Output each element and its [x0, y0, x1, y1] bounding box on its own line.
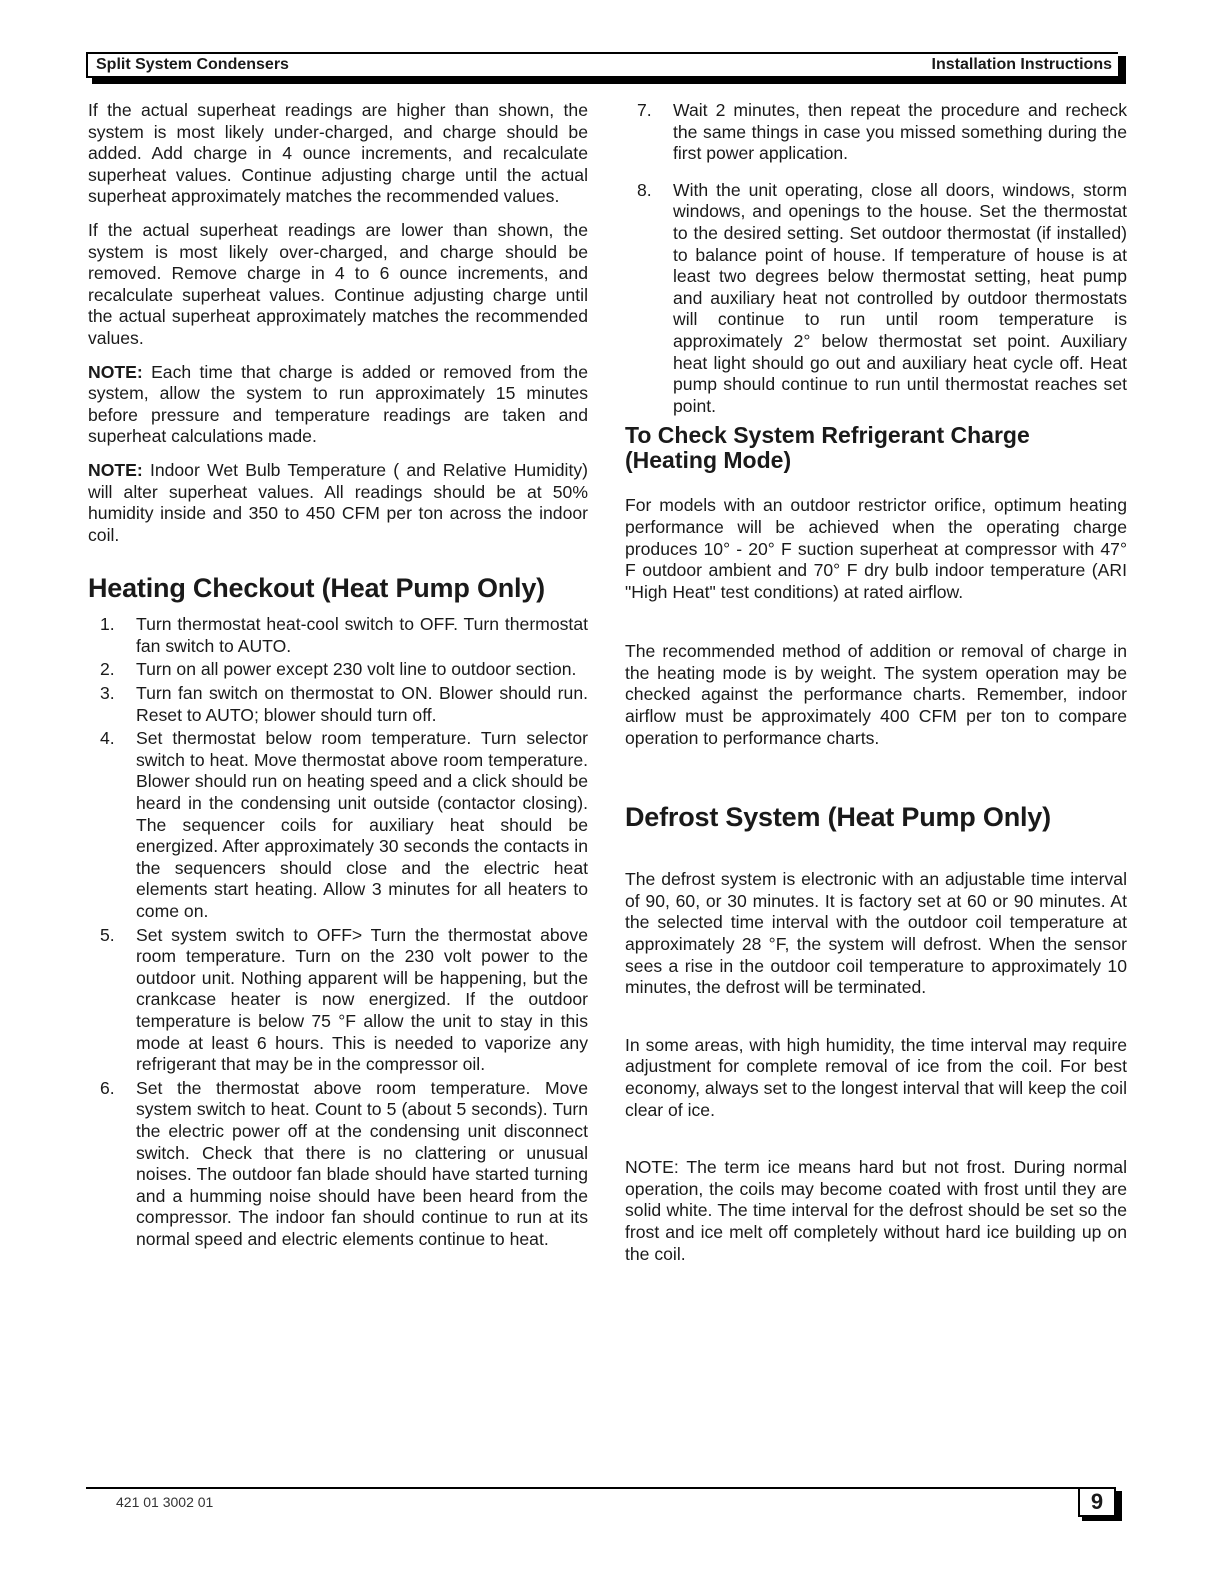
note-wet-bulb — [88, 460, 588, 546]
list-item — [625, 100, 1127, 165]
right-column — [625, 100, 1127, 1277]
list-item — [88, 659, 588, 681]
left-column — [88, 100, 588, 1253]
step-number: 2. — [100, 659, 115, 680]
list-item — [88, 925, 588, 1076]
header-shadow — [92, 78, 1126, 84]
note-charge-wait — [88, 362, 588, 448]
running-header — [86, 52, 1118, 78]
paragraph-defrost-interval: The defrost system is electronic with an adjustable time interval of 90, 60, or 30 minutes. It is factory set at 60 or 90 minutes. At the selected time interval with the outdoor coil temperature at approximately 28 °F, the system will defrost. When the sensor sees a rise in the outdoor coil temperature to approximately 10 minutes, the defrost will be terminated. — [625, 869, 1127, 998]
list-item — [88, 1078, 588, 1251]
note-ice-definition: NOTE: The term ice means hard but not frost. During normal operation, the coils may become coated with frost until they are solid white. The time interval for the defrost should be set so the frost and ice melt off completely without hard ice building up on the coil. — [625, 1157, 1127, 1264]
step-number: 8. — [637, 179, 652, 200]
step-number: 6. — [100, 1077, 115, 1098]
note-text: Each time that charge is added or removed from the system, allow the system to run approximately 15 minutes before pressure and temperature readings are taken and superheat calculations made. — [88, 361, 588, 447]
list-item — [88, 683, 588, 726]
step-number: 4. — [100, 728, 115, 749]
heading-heating-checkout: Heating Checkout (Heat Pump Only) — [88, 573, 545, 604]
heading-check-refrigerant-charge: To Check System Refrigerant Charge (Heating Mode) — [625, 422, 1030, 474]
step-number: 5. — [100, 924, 115, 945]
list-item — [88, 614, 588, 657]
list-item — [625, 180, 1127, 418]
paragraph-orifice-superheat: For models with an outdoor restrictor orifice, optimum heating performance will be achieved when the operating charge produces 10° - 20° F suction superheat at compressor with 47° F outdoor ambient and 70° F dry bulb indoor temperature (ARI "High Heat" test conditions) at rated airflow. — [625, 495, 1127, 602]
note-label: NOTE: — [88, 459, 143, 480]
step-number: 1. — [100, 614, 115, 635]
heating-checkout-steps-continued — [625, 100, 1127, 417]
step-text: Set system switch to OFF> Turn the thermostat above room temperature. Turn on the 230 volt power to the outdoor unit. Nothing apparent will be happening, but the crankcase heater is now energized. If the outdoor temperature is below 75 °F allow the unit to stay in this mode at least 6 hours. This is needed to vaporize any refrigerant that may be in the compressor oil. — [136, 924, 588, 1075]
footer-rule — [86, 1487, 1078, 1489]
note-label: NOTE: — [88, 361, 143, 382]
step-text: Turn on all power except 230 volt line to outdoor section. — [136, 659, 577, 680]
heating-checkout-steps — [88, 614, 588, 1250]
page-number: 9 — [1078, 1487, 1116, 1517]
step-text: Set the thermostat above room temperature. Move system switch to heat. Count to 5 (about 5 seconds). Turn the electric power off at the condensing unit disconnect switch. Check that there is no clattering or unusual noises. The outdoor fan blade should have started turning and a humming noise should have been heard from the compressor. The indoor fan should continue to run at its normal speed and electric elements continue to heat. — [136, 1077, 588, 1249]
paragraph-undercharged: If the actual superheat readings are higher than shown, the system is most likely under-charged, and charge should be added. Add charge in 4 ounce increments, and recalculate superheat values. Continue adjusting charge until the actual superheat approximately matches the recommended values. — [88, 100, 588, 207]
step-text: Turn thermostat heat-cool switch to OFF. Turn thermostat fan switch to AUTO. — [136, 614, 588, 656]
step-text: Turn fan switch on thermostat to ON. Blower should run. Reset to AUTO; blower should turn off. — [136, 683, 588, 725]
note-text: Indoor Wet Bulb Temperature ( and Relative Humidity) will alter superheat values. All readings should be at 50% humidity inside and 350 to 450 CFM per ton across the indoor coil. — [88, 459, 588, 545]
header-title-left: Split System Condensers — [96, 56, 289, 73]
header-title-right: Installation Instructions — [931, 56, 1112, 73]
paragraph-charge-method: The recommended method of addition or removal of charge in the heating mode is by weight. The system operation may be checked against the performance charts. Remember, indoor airflow must be approximately 400 CFM per ton to compare operation to performance charts. — [625, 641, 1127, 748]
paragraph-defrost-humidity: In some areas, with high humidity, the time interval may require adjustment for complete removal of ice from the coil. For best economy, always set to the longest interval that will keep the coil clear of ice. — [625, 1034, 1127, 1120]
heading-defrost-system: Defrost System (Heat Pump Only) — [625, 802, 1051, 833]
step-number: 7. — [637, 100, 652, 120]
paragraph-overcharged: If the actual superheat readings are lower than shown, the system is most likely over-charged, and charge should be removed. Remove charge in 4 to 6 ounce increments, and recalculate superheat values. Continue adjusting charge until the actual superheat approximately matches the recommended values. — [88, 219, 588, 348]
step-text: Set thermostat below room temperature. Turn selector switch to heat. Move thermostat above room temperature. Blower should run on heating speed and a click should be heard in the condensing unit outside (contactor closing). The sequencer coils for auxiliary heat should be energized. After approximately 30 seconds the contacts in the sequencers should close and the electric heat elements start heating. Allow 3 minutes for all heaters to come on. — [136, 728, 588, 921]
document-number: 421 01 3002 01 — [116, 1494, 214, 1510]
step-text: With the unit operating, close all doors, windows, storm windows, and openings to the house. Set the thermostat to the desired setting. Set outdoor thermostat (if installed) to balance point of house. If temperature of house is at least two degrees below thermostat setting, heat pump and auxiliary heat not controlled by outdoor thermostats will continue to run until room temperature is approximately 2° below thermostat set point. Auxiliary heat light should go out and auxiliary heat cycle off. Heat pump should continue to run until thermostat reaches set point. — [673, 179, 1127, 416]
list-item — [88, 728, 588, 922]
step-number: 3. — [100, 683, 115, 704]
step-text: Wait 2 minutes, then repeat the procedure and recheck the same things in case you missed something during the first power application. — [673, 100, 1127, 164]
header-shadow — [1118, 56, 1126, 84]
page-box-shadow — [1116, 1491, 1122, 1521]
